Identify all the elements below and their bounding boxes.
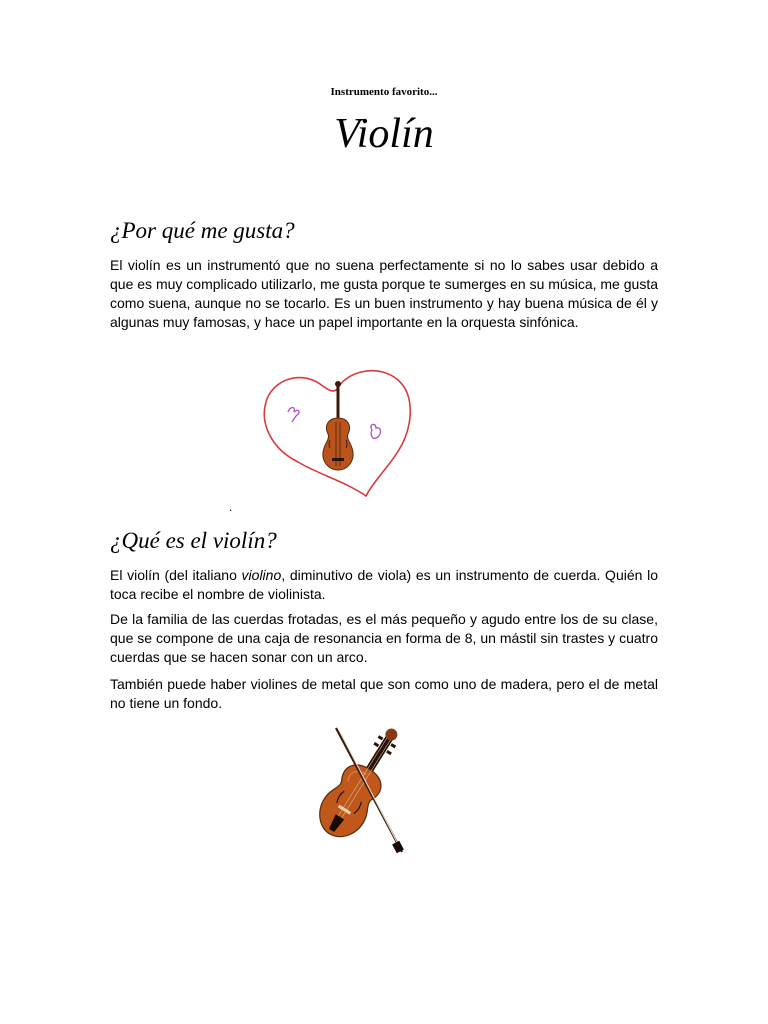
p1-after: , diminutivo de viola) es un instrumento de cuerda. Quién lo toca recibe el nombre de violinista. xyxy=(110,567,658,602)
doodle-right xyxy=(371,424,381,438)
paragraph-what-1 xyxy=(110,566,658,604)
violin-with-bow xyxy=(296,718,420,856)
section-heading-why: ¿Por qué me gusta? xyxy=(110,218,295,243)
p1-before: El violín (del italiano xyxy=(110,567,242,583)
section-heading-what: ¿Qué es el violín? xyxy=(110,528,277,553)
small-violin xyxy=(323,381,353,470)
violin-in-heart-drawing xyxy=(250,362,420,512)
doodle-left xyxy=(288,408,299,423)
paragraph-what-3: También puede haber violines de metal que son como uno de madera, pero el de metal no tiene un fondo. xyxy=(110,676,658,711)
paragraph-why: El violín es un instrumentó que no suena perfectamente si no lo sabes usar debido a que es muy complicado utilizarlo, me gusta porque te sumerges en su música, me gusta como suena, aunque no se tocarlo. Es un buen instrumento y hay buena música de él y algunas muy famosas, y hace un papel importante en la orquesta sinfónica. xyxy=(110,257,658,330)
stray-mark: . xyxy=(229,500,233,514)
p1-italic-word: violino xyxy=(241,567,282,583)
page-title: Violín xyxy=(334,111,434,157)
paragraph-what-2: De la familia de las cuerdas frotadas, es el más pequeño y agudo entre los de su clase, que se compone de una caja de resonancia en forma de 8, un mástil sin trastes y cuatro cuerdas que se hacen sonar con un arco. xyxy=(110,611,658,665)
kicker-text: Instrumento favorito... xyxy=(330,86,438,98)
